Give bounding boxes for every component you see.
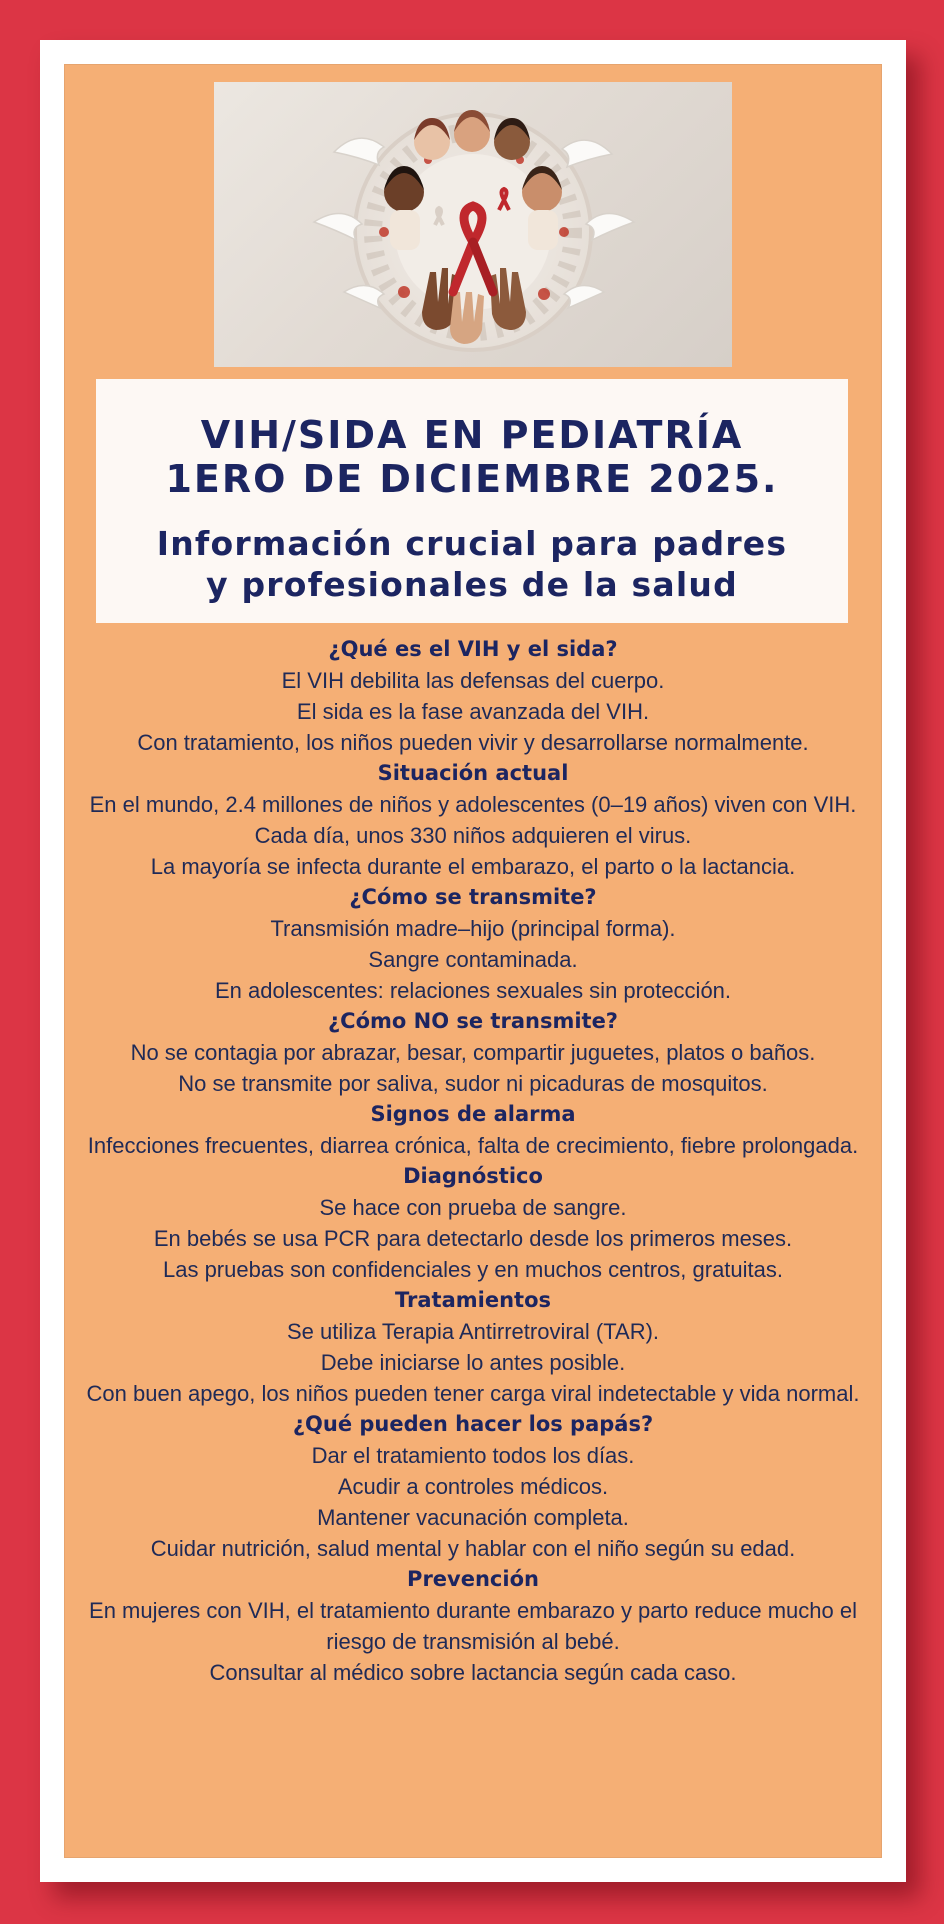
section-como-se-transmite xyxy=(82,882,864,1006)
section-line: Consultar al médico sobre lactancia según cada caso. xyxy=(209,1660,737,1685)
section-line: Se hace con prueba de sangre. xyxy=(319,1195,627,1220)
section-heading: Tratamientos xyxy=(395,1288,551,1312)
page-subtitle xyxy=(96,523,848,605)
section-tratamientos xyxy=(82,1285,864,1409)
section-situacion-actual xyxy=(82,758,864,882)
section-line: Las pruebas son confidenciales y en muchos centros, gratuitas. xyxy=(162,1257,784,1282)
title-line-2: 1ERO DE DICIEMBRE 2025. xyxy=(165,457,779,501)
section-heading: Prevención xyxy=(407,1567,539,1591)
section-line: En mujeres con VIH, el tratamiento durante embarazo y parto reduce mucho el riesgo de transmisión al bebé. xyxy=(89,1598,857,1654)
section-line: El VIH debilita las defensas del cuerpo. xyxy=(281,668,665,693)
title-line-1: VIH/SIDA EN PEDIATRÍA xyxy=(200,413,744,457)
section-heading: Diagnóstico xyxy=(403,1164,543,1188)
info-content xyxy=(82,634,864,1688)
section-como-no-se-transmite xyxy=(82,1006,864,1099)
subtitle-line-1: Información crucial para padres xyxy=(156,524,788,563)
section-heading: Signos de alarma xyxy=(370,1102,576,1126)
section-heading: Situación actual xyxy=(377,761,569,785)
section-line: En adolescentes: relaciones sexuales sin protección. xyxy=(214,978,732,1003)
section-line: La mayoría se infecta durante el embarazo, el parto o la lactancia. xyxy=(150,854,796,879)
section-line: En bebés se usa PCR para detectarlo desde los primeros meses. xyxy=(153,1226,793,1251)
section-line: No se transmite por saliva, sudor ni picaduras de mosquitos. xyxy=(178,1071,768,1096)
hero-illustration xyxy=(214,82,732,367)
section-line: Infecciones frecuentes, diarrea crónica, falta de crecimiento, fiebre prolongada. xyxy=(87,1133,859,1158)
section-line: El sida es la fase avanzada del VIH. xyxy=(296,699,650,724)
section-line: Acudir a controles médicos. xyxy=(337,1474,609,1499)
section-line: No se contagia por abrazar, besar, compartir juguetes, platos o baños. xyxy=(130,1040,816,1065)
section-line: Sangre contaminada. xyxy=(368,947,578,972)
section-line: Cuidar nutrición, salud mental y hablar con el niño según su edad. xyxy=(150,1536,796,1561)
section-line: Se utiliza Terapia Antirretroviral (TAR). xyxy=(286,1319,660,1344)
section-line: Transmisión madre–hijo (principal forma). xyxy=(270,916,676,941)
section-line: Mantener vacunación completa. xyxy=(317,1505,629,1530)
subtitle-line-2: y profesionales de la salud xyxy=(206,565,738,604)
section-heading: ¿Cómo se transmite? xyxy=(349,885,597,909)
section-que-es xyxy=(82,634,864,758)
section-heading: ¿Cómo NO se transmite? xyxy=(328,1009,618,1033)
section-heading: ¿Qué es el VIH y el sida? xyxy=(328,637,618,661)
poster-panel xyxy=(64,64,882,1858)
section-line: Cada día, unos 330 niños adquieren el virus. xyxy=(254,823,692,848)
page-title xyxy=(96,379,848,501)
section-line: Debe iniciarse lo antes posible. xyxy=(320,1350,626,1375)
section-line: En el mundo, 2.4 millones de niños y adolescentes (0–19 años) viven con VIH. xyxy=(89,792,857,817)
section-prevencion xyxy=(82,1564,864,1688)
section-line: Dar el tratamiento todos los días. xyxy=(311,1443,635,1468)
section-signos-de-alarma xyxy=(82,1099,864,1161)
title-box xyxy=(96,379,848,623)
section-heading: ¿Qué pueden hacer los papás? xyxy=(292,1412,654,1436)
section-que-pueden-hacer xyxy=(82,1409,864,1564)
section-diagnostico xyxy=(82,1161,864,1285)
section-line: Con tratamiento, los niños pueden vivir y desarrollarse normalmente. xyxy=(137,730,809,755)
awareness-wreath-illustration xyxy=(214,82,732,367)
section-line: Con buen apego, los niños pueden tener carga viral indetectable y vida normal. xyxy=(86,1381,860,1406)
poster-frame xyxy=(40,40,906,1882)
